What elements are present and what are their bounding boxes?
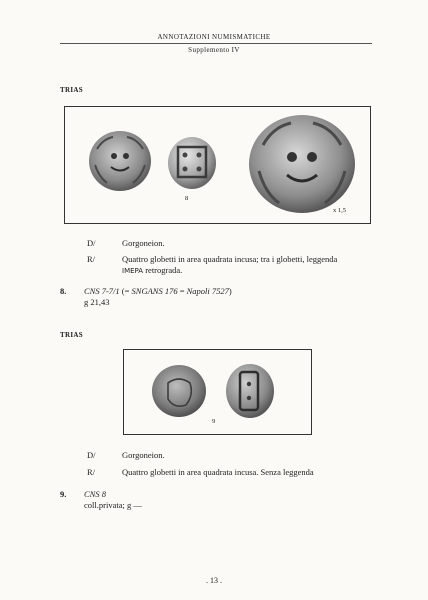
obverse-description-8: Gorgoneion. (122, 238, 165, 248)
reverse-label-9: R/ (87, 467, 96, 477)
reverse-text-8-part2: retrograda. (145, 265, 183, 275)
section-heading-1: TRIAS (60, 86, 83, 94)
obverse-description-9: Gorgoneion. (122, 450, 165, 460)
page-number: . 13 . (206, 576, 222, 585)
ref-sep-1: (= (121, 286, 132, 296)
ref-cns-9: CNS 8 (84, 489, 106, 499)
entry-reference-8 (84, 286, 232, 308)
running-header-title: ANNOTAZIONI NUMISMATICHE (157, 33, 271, 41)
coin-8-obverse-enlarged-image (247, 113, 357, 215)
ref-sngans: SNGANS 176 (131, 286, 178, 296)
section-heading-2: TRIAS (60, 331, 83, 339)
obverse-label-9: D/ (87, 450, 96, 460)
plate-scale: x 1,5 (333, 207, 346, 214)
coin-plate-8 (64, 106, 371, 224)
obverse-label-8: D/ (87, 238, 96, 248)
coin-8-obverse-image (87, 129, 153, 193)
entry-number-9: 9. (60, 489, 67, 499)
ref-sep-3: ) (228, 286, 232, 296)
plate-number-9: 9 (212, 418, 216, 425)
entry-weight-9: coll.privata; g — (84, 500, 142, 510)
coin-9-obverse-image (150, 363, 208, 419)
legend-8: IMEPA (122, 267, 144, 275)
coin-9-reverse-image (224, 362, 276, 420)
reverse-description-9: Quattro globetti in area quadrata incusa. Senza leggenda (122, 467, 314, 477)
ref-napoli: Napoli 7527 (186, 286, 229, 296)
reverse-label-8: R/ (87, 254, 96, 264)
entry-number-8: 8. (60, 286, 67, 296)
entry-weight-8: g 21,43 (84, 297, 110, 307)
plate-number-8: 8 (185, 195, 189, 202)
entry-reference-9 (84, 489, 142, 511)
coin-8-reverse-image (166, 135, 218, 191)
header-rule (60, 43, 372, 44)
coin-plate-9 (123, 349, 312, 435)
running-header-subtitle: Supplemento IV (188, 46, 240, 54)
ref-sep-2: = (177, 286, 187, 296)
reverse-text-8-part1: Quattro globetti in area quadrata incusa; tra i globetti, leggenda (122, 254, 338, 264)
ref-cns-8: CNS 7-7/1 (84, 286, 120, 296)
reverse-description-8 (122, 254, 372, 277)
